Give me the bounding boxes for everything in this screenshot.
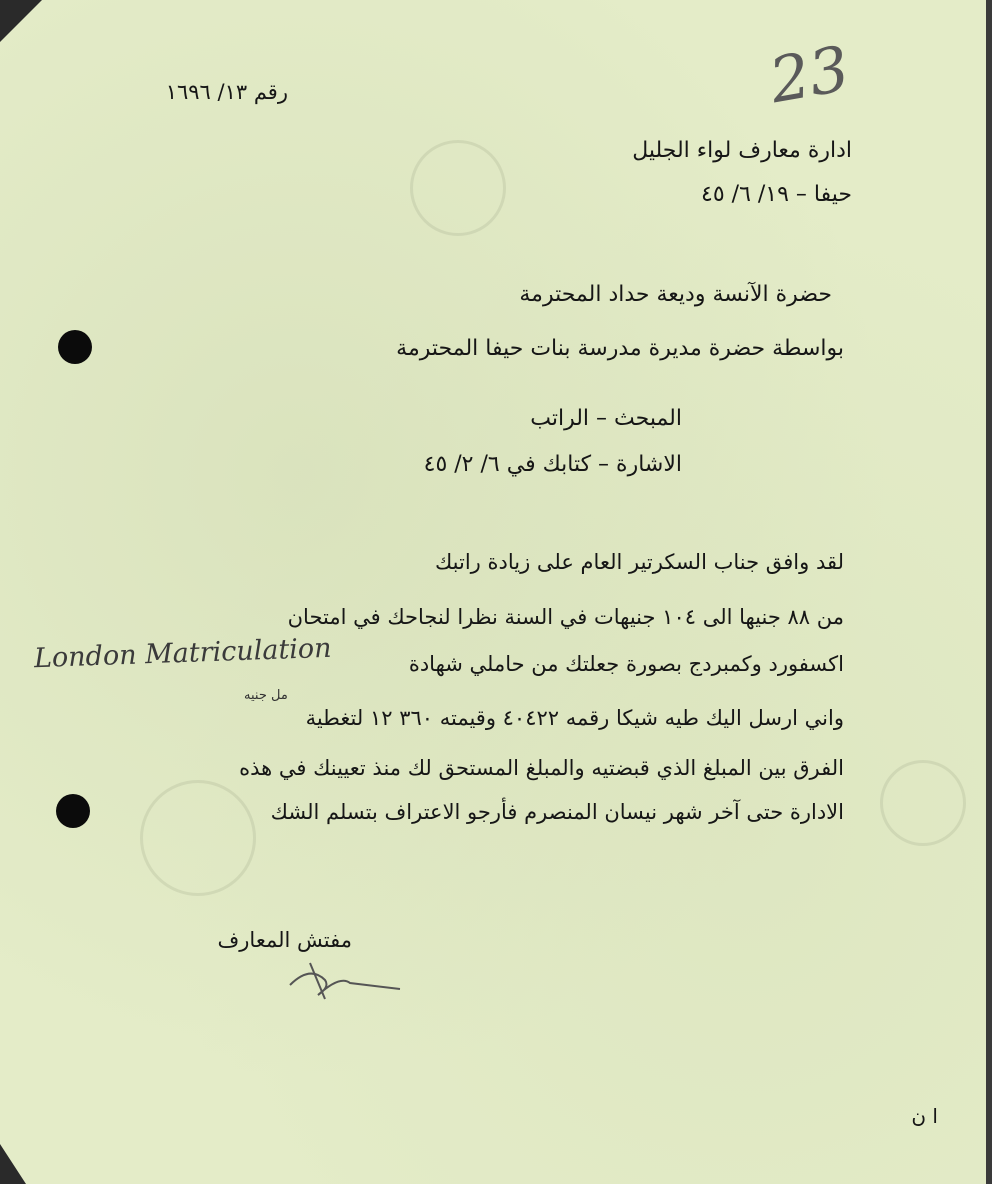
footer-initials: ا ن xyxy=(911,1104,938,1128)
body-line: واني ارسل اليك طيه شيكا رقمه ٤٠٤٢٢ وقيمته ٣٦٠ ١٢ لتغطية xyxy=(305,706,844,730)
body-line: من ٨٨ جنيها الى ١٠٤ جنيهات في السنة نظرا لنجاحك في امتحان xyxy=(287,605,844,629)
body-line: الفرق بين المبلغ الذي قبضتيه والمبلغ المستحق لك منذ تعيينك في هذه xyxy=(239,756,844,780)
reference-line: الاشارة – كتابك في ٦/ ٢/ ٤٥ xyxy=(423,452,682,477)
addressee-line-1: حضرة الآنسة وديعة حداد المحترمة xyxy=(519,282,832,307)
watermark-ring xyxy=(140,780,256,896)
punch-hole-bottom xyxy=(56,794,90,828)
place-and-date: حيفا – ١٩/ ٦/ ٤٥ xyxy=(701,182,852,207)
body-line: الادارة حتى آخر شهر نيسان المنصرم فأرجو الاعتراف بتسلم الشك xyxy=(270,800,844,824)
signature-title: مفتش المعارف xyxy=(217,928,352,952)
addressee-line-2: بواسطة حضرة مديرة مدرسة بنات حيفا المحترمة xyxy=(396,336,844,361)
folio-number: 23 xyxy=(764,31,855,118)
watermark-ring xyxy=(410,140,506,236)
scan-edge-right xyxy=(986,0,992,1184)
subject-line: المبحث – الراتب xyxy=(530,406,682,431)
office-header: ادارة معارف لواء الجليل xyxy=(632,138,852,163)
watermark-ring xyxy=(880,760,966,846)
handwritten-insert: London Matriculation xyxy=(33,632,333,675)
scan-corner-bottom-left xyxy=(0,1144,26,1184)
punch-hole-top xyxy=(58,330,92,364)
body-line: اكسفورد وكمبردج بصورة جعلتك من حاملي شهادة xyxy=(408,652,844,676)
reference-number: رقم ١٣/ ١٦٩٦ xyxy=(165,80,288,104)
signature-scribble xyxy=(270,955,420,1005)
body-line: لقد وافق جناب السكرتير العام على زيادة راتبك xyxy=(434,550,844,574)
scan-corner-top-left xyxy=(0,0,42,42)
amount-annotation: مل جنيه xyxy=(244,688,288,703)
